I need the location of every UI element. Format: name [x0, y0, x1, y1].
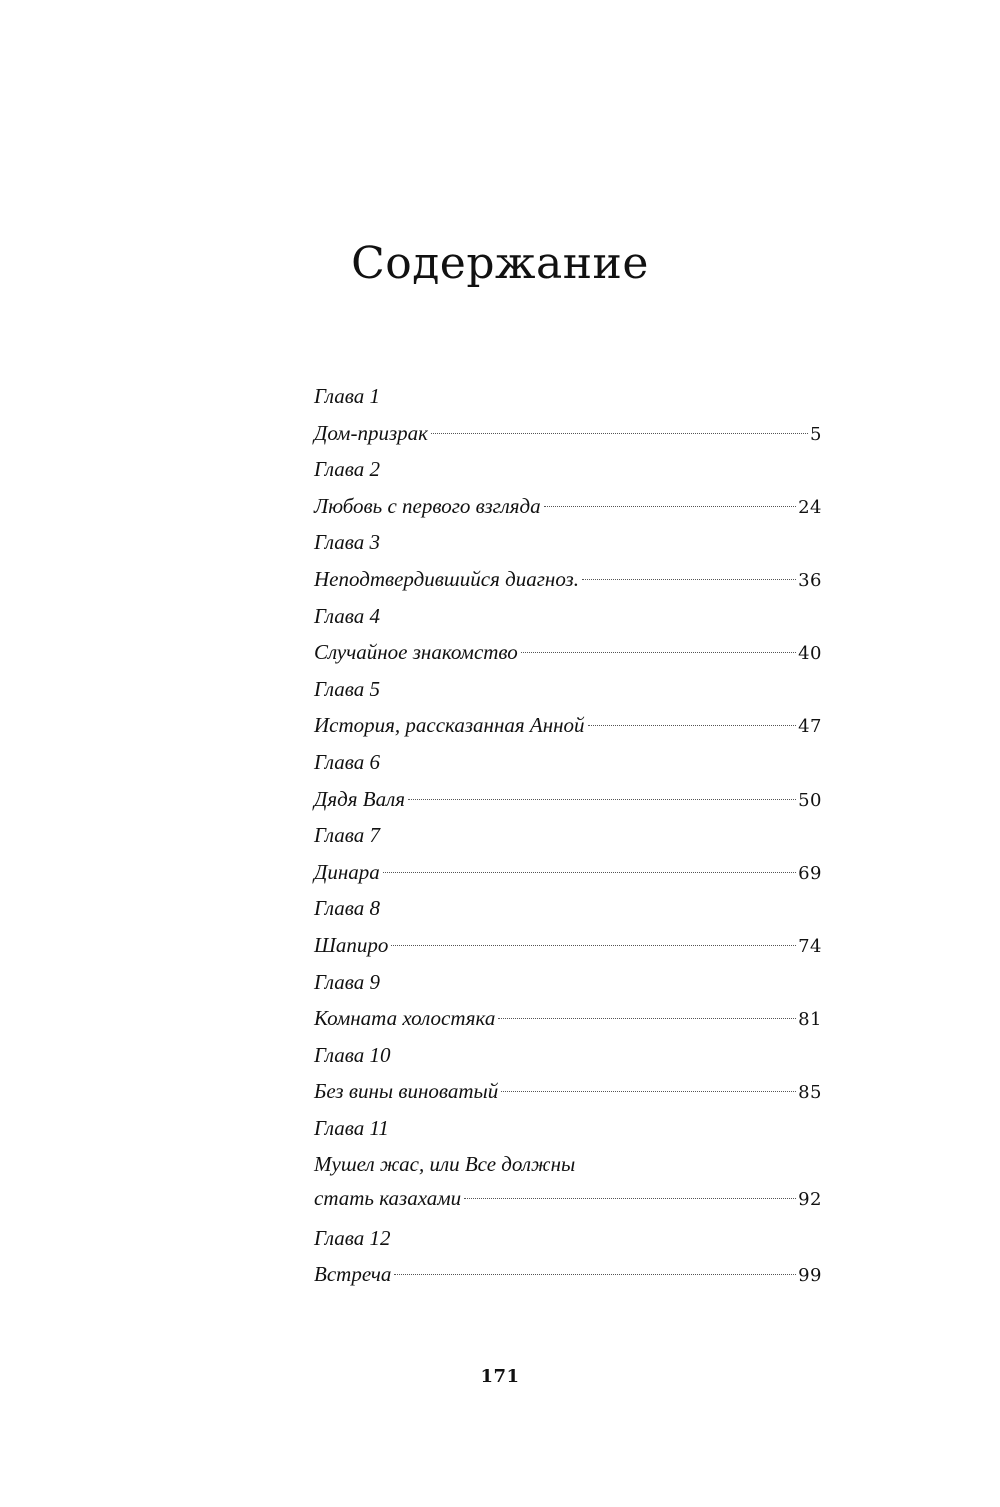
toc-entry-title: Шапиро [314, 932, 389, 957]
dot-leader [464, 1198, 796, 1199]
toc-entry[interactable] [314, 488, 822, 525]
toc-entry-title: Дом-призрак [314, 420, 428, 445]
chapter-label: Глава 12 [314, 1225, 391, 1250]
dot-leader [391, 945, 796, 946]
chapter-label: Глава 1 [314, 384, 380, 408]
dot-leader [544, 506, 796, 507]
toc-entry-page: 36 [798, 569, 822, 591]
toc-entry-second-line [314, 1183, 822, 1220]
toc-entry-page: 47 [798, 716, 822, 738]
toc-entry-page: 50 [798, 789, 822, 811]
toc-entry-page: 40 [798, 643, 822, 665]
toc-entry[interactable] [314, 707, 822, 744]
toc-entry-page: 85 [798, 1082, 822, 1104]
toc-entry-title: Неподтвердившийся диагноз. [314, 566, 579, 591]
toc-entry-page: 99 [798, 1265, 822, 1287]
dot-leader [588, 725, 797, 726]
toc-entry[interactable] [314, 1146, 822, 1219]
toc-entry-page: 5 [810, 423, 822, 445]
toc-entry-title-line2: стать казахами [314, 1186, 462, 1211]
toc-entry-title: Без вины виноватый [314, 1079, 499, 1104]
chapter-label: Глава 11 [314, 1115, 389, 1140]
toc-entry-title: Комната холостяка [314, 1006, 496, 1031]
toc-entry-title-line1: Мушел жас, или Все должны [314, 1152, 576, 1177]
dot-leader [501, 1091, 796, 1092]
chapter-label: Глава 5 [314, 676, 380, 701]
chapter-label: Глава 6 [314, 749, 380, 774]
toc-entry[interactable] [314, 1073, 822, 1110]
page-number: 171 [480, 1366, 520, 1387]
dot-leader [582, 579, 796, 580]
chapter-label: Глава 4 [314, 603, 380, 628]
chapter-label: Глава 3 [314, 530, 380, 555]
toc-entry[interactable] [314, 927, 822, 964]
chapter-label: Глава 7 [314, 823, 380, 848]
toc-entry[interactable] [314, 415, 822, 452]
chapter-label: Глава 10 [314, 1042, 391, 1067]
toc-entry[interactable] [314, 1000, 822, 1037]
toc-entry-title: Случайное знакомство [314, 640, 518, 665]
dot-leader [408, 799, 796, 800]
toc-entry-page: 69 [798, 862, 822, 884]
toc-entry-page: 81 [798, 1009, 822, 1031]
toc-entry[interactable] [314, 1256, 822, 1293]
toc-entry-page: 92 [798, 1189, 822, 1211]
chapter-label: Глава 2 [314, 457, 380, 482]
chapter-label: Глава 8 [314, 896, 380, 921]
toc-entry-title: История, рассказанная Анной [314, 713, 585, 738]
table-of-contents [314, 378, 822, 1293]
dot-leader [431, 433, 808, 434]
toc-entry[interactable] [314, 561, 822, 598]
page-title: Содержание [351, 238, 649, 289]
toc-entry-title: Любовь с первого взгляда [314, 493, 541, 518]
dot-leader [394, 1274, 796, 1275]
dot-leader [521, 652, 796, 653]
toc-entry-page: 24 [798, 496, 822, 518]
toc-entry[interactable] [314, 634, 822, 671]
toc-entry-title: Дядя Валя [314, 786, 406, 811]
toc-entry[interactable] [314, 854, 822, 891]
toc-entry-title: Встреча [314, 1262, 392, 1287]
chapter-label: Глава 9 [314, 969, 380, 994]
dot-leader [498, 1018, 796, 1019]
toc-entry-title: Динара [314, 859, 380, 884]
toc-entry[interactable] [314, 781, 822, 818]
toc-entry-page: 74 [798, 935, 822, 957]
dot-leader [383, 872, 796, 873]
